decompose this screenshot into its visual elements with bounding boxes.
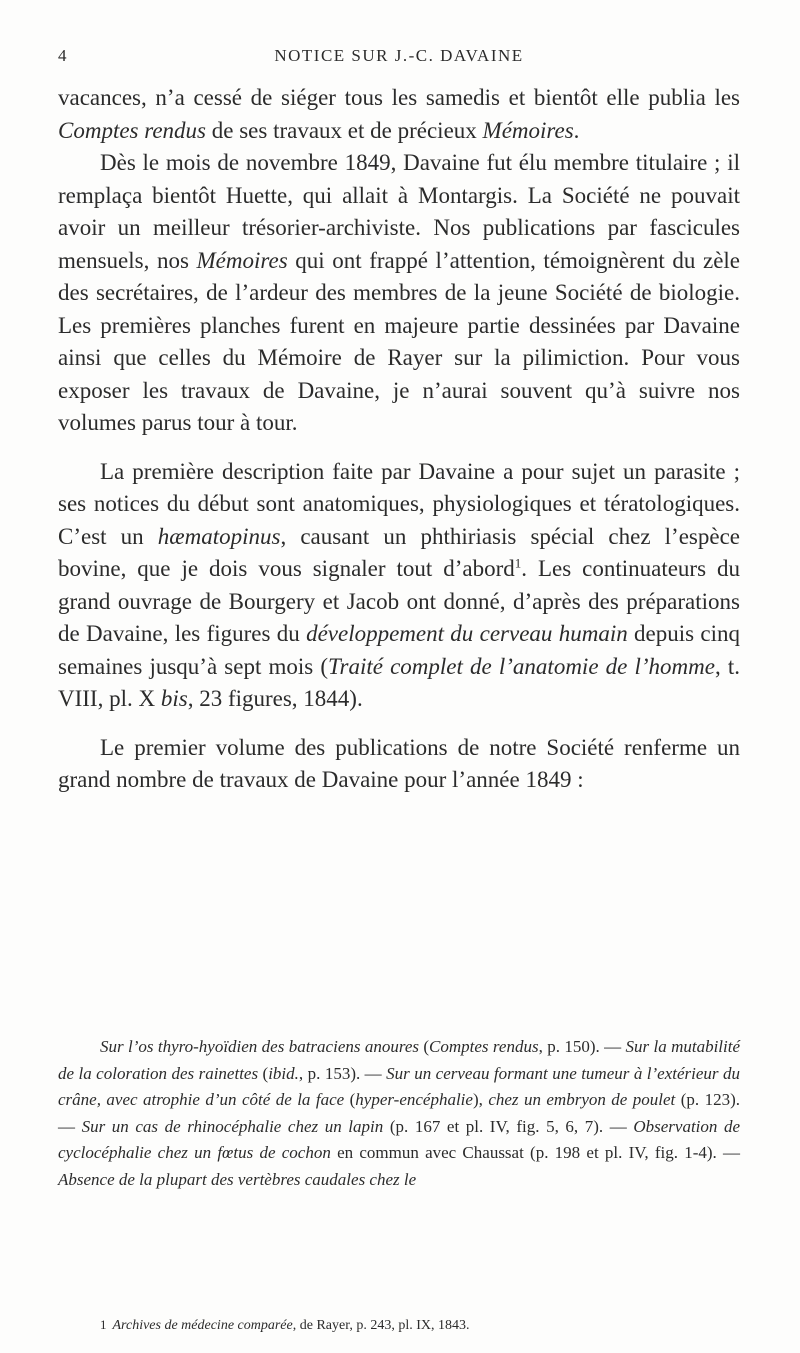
footnote-ref: 1 <box>514 555 522 571</box>
paragraph-2: Dès le mois de novembre 1849, Davaine fut élu membre titulaire ; il remplaça bientôt Huette, qui allait à Montargis. La Société ne pouvait avoir un meilleur trésorier-archiviste. Nos publications par fascicules mensuels, nos Mémoires qui ont frappé l’attention, témoignèrent du zèle des secrétaires, de l’ardeur des membres de la jeune Société de biologie. Les premières planches furent en majeure partie dessinées par Davaine ainsi que celles du Mémoire de Rayer sur la pilimiction. Pour vous exposer les travaux de Davaine, je n’aurai souvent qu’à suivre nos volumes parus tour à tour. <box>58 150 740 435</box>
running-head: NOTICE SUR J.-C. DAVAINE <box>274 46 524 65</box>
body-text <box>58 82 740 797</box>
bibliography-entries: Sur l’os thyro-hyoïdien des batraciens anoures (Comptes rendus, p. 150). — Sur la mutabilité de la coloration des rainettes (ibid., p. 153). — Sur un cerveau formant une tumeur à l’extérieur du crâne, avec atrophie d’un côté de la face (hyper-encéphalie), chez un embryon de poulet (p. 123). — Sur un cas de rhinocéphalie chez un lapin (p. 167 et pl. IV, fig. 5, 6, 7). — Observation de cyclocéphalie chez un fœtus de cochon en commun avec Chaussat (p. 198 et pl. IV, fig. 1-4). — Absence de la plupart des vertèbres caudales chez le <box>58 1037 741 1189</box>
footnote-mark: 1 <box>100 1317 107 1332</box>
bibliography-list <box>58 1034 740 1193</box>
page-number: 4 <box>58 46 68 65</box>
footnote: 1 Archives de médecine comparée, de Rayer, p. 243, pl. IX, 1843. <box>100 1317 470 1333</box>
page-header <box>58 46 740 70</box>
paragraph-3: La première description faite par Davaine a pour sujet un parasite ; ses notices du début sont anatomiques, physiologiques et tératologiques. C’est un hæmatopinus, causant un phthiriasis spécial chez l’espèce bovine, que je dois vous signaler tout d’abord$^1$. Les continuateurs du grand ouvrage de Bourgery et Jacob ont donné, d’après des préparations de Davaine, les figures du développement du cerveau humain depuis cinq semaines jusqu’à sept mois (Traité complet de l’anatomie de l’homme, t. VIII, pl. X bis, 23 figures, 1844). <box>58 458 741 711</box>
paragraph-4: Le premier volume des publications de notre Société renferme un grand nombre de travaux de Davaine pour l’année 1849 : <box>58 734 740 792</box>
paragraph-1: vacances, n’a cessé de siéger tous les samedis et bientôt elle publia les Comptes rendus de ses travaux et de précieux Mémoires. <box>58 85 740 143</box>
